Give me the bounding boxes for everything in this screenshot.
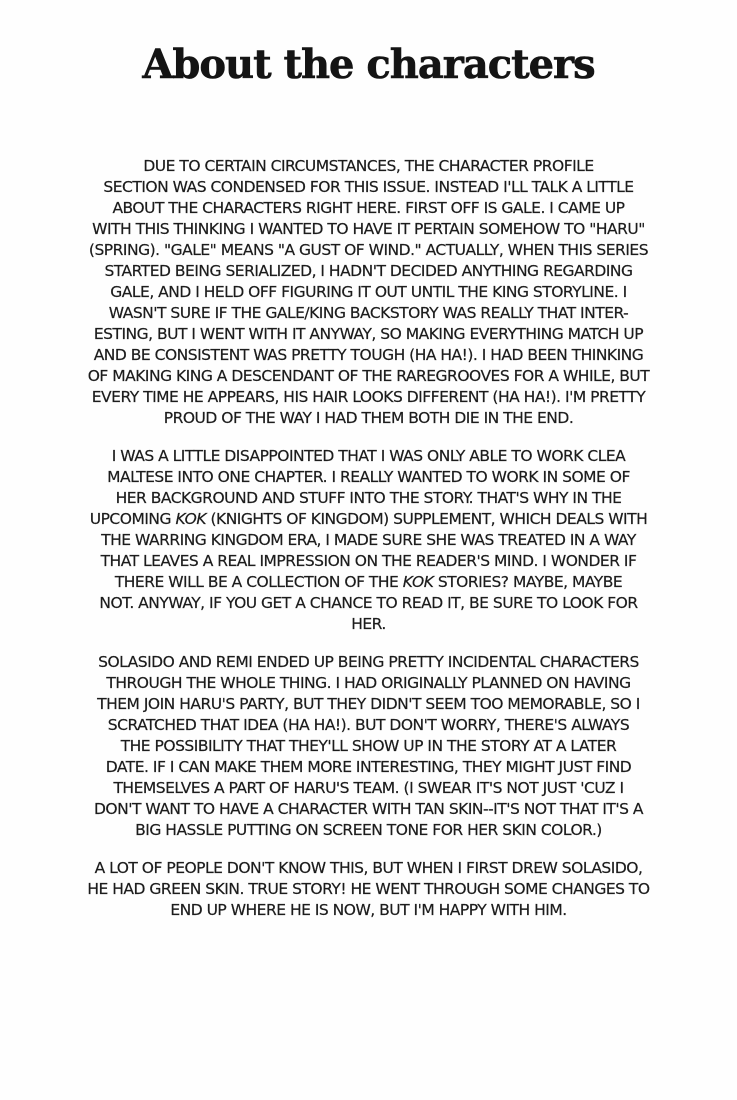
text-line [164, 408, 574, 429]
text-line [112, 446, 625, 467]
text-segment: (SPRING). "GALE" MEANS "A GUST OF WIND." ACTUALLY, WHEN THIS SERIES [88, 241, 649, 259]
text-segment: THEMSELVES A PART OF HARU'S TEAM. (I SWEAR IT'S NOT JUST 'CUZ I [113, 779, 624, 797]
text-line [170, 900, 566, 921]
paragraph-3 [94, 652, 643, 841]
text-segment: SOLASIDO AND REMI ENDED UP BEING PRETTY INCIDENTAL CHARACTERS [98, 653, 639, 671]
text-segment: (KNIGHTS OF KINGDOM) SUPPLEMENT, WHICH DEALS WITH [206, 510, 648, 528]
text-segment: SCRATCHED THAT IDEA (HA HA!). BUT DON'T WORRY, THERE'S ALWAYS [107, 716, 630, 734]
text-segment: I WAS A LITTLE DISAPPOINTED THAT I WAS ONLY ABLE TO WORK CLEA [111, 447, 626, 465]
text-line [104, 261, 632, 282]
text-segment: SECTION WAS CONDENSED FOR THIS ISSUE. INSTEAD I'LL TALK A LITTLE [103, 178, 634, 196]
text-segment: DON'T WANT TO HAVE A CHARACTER WITH TAN SKIN--IT'S NOT THAT IT'S A [93, 800, 644, 818]
italic-text-segment: KOK [175, 510, 207, 528]
text-segment: HER BACKGROUND AND STUFF INTO THE STORY. THAT'S WHY IN THE [115, 489, 622, 507]
text-line [94, 799, 643, 820]
text-line [98, 652, 639, 673]
text-segment: HER. [351, 615, 386, 633]
text-line [90, 509, 648, 530]
page-title: About the characters [142, 41, 595, 88]
text-segment: EVERY TIME HE APPEARS, HIS HAIR LOOKS DIFFERENT (HA HA!). I'M PRETTY [91, 388, 646, 406]
text-line [135, 820, 602, 841]
text-segment: UPCOMING [89, 510, 176, 528]
text-line [92, 219, 645, 240]
text-line [95, 858, 643, 879]
text-line [94, 324, 643, 345]
text-line [92, 387, 645, 408]
text-segment: THROUGH THE WHOLE THING. I HAD ORIGINALLY PLANNED ON HAVING [106, 674, 631, 692]
text-line [115, 572, 622, 593]
text-line [109, 303, 628, 324]
paragraph-4 [87, 858, 649, 921]
text-segment: ESTING, BUT I WENT WITH IT ANYWAY, SO MAKING EVERYTHING MATCH UP [93, 325, 644, 343]
text-line [116, 488, 622, 509]
text-segment: WITH THIS THINKING I WANTED TO HAVE IT PERTAIN SOMEHOW TO "HARU" [92, 220, 645, 238]
text-segment: THAT LEAVES A REAL IMPRESSION ON THE READER'S MIND. I WONDER IF [100, 552, 637, 570]
text-line [113, 778, 623, 799]
text-segment: STARTED BEING SERIALIZED, I HADN'T DECIDED ANYTHING REGARDING [104, 262, 633, 280]
text-segment: DUE TO CERTAIN CIRCUMSTANCES, THE CHARACTER PROFILE [143, 157, 594, 175]
paragraph-1 [88, 156, 650, 429]
text-line [103, 177, 633, 198]
text-segment: DATE. IF I CAN MAKE THEM MORE INTERESTING, THEY MIGHT JUST FIND [105, 758, 632, 776]
text-segment: THE WARRING KINGDOM ERA, I MADE SURE SHE WAS TREATED IN A WAY [101, 531, 636, 549]
text-line [121, 736, 617, 757]
text-segment: NOT. ANYWAY, IF YOU GET A CHANCE TO READ IT, BE SURE TO LOOK FOR [99, 594, 638, 612]
text-segment: THEM JOIN HARU'S PARTY, BUT THEY DIDN'T SEEM TOO MEMORABLE, SO I [97, 695, 640, 713]
text-line [87, 879, 649, 900]
text-segment: HE HAD GREEN SKIN. TRUE STORY! HE WENT THROUGH SOME CHANGES TO [87, 880, 650, 898]
text-line [99, 593, 637, 614]
text-line [110, 282, 626, 303]
text-line [106, 673, 630, 694]
text-segment: MALTESE INTO ONE CHAPTER. I REALLY WANTED TO WORK IN SOME OF [107, 468, 630, 486]
text-segment: A LOT OF PEOPLE DON'T KNOW THIS, BUT WHEN I FIRST DREW SOLASIDO, [94, 859, 643, 877]
italic-text-segment: KOK [402, 573, 434, 591]
text-line [94, 345, 644, 366]
text-segment: GALE, AND I HELD OFF FIGURING IT OUT UNTIL THE KING STORYLINE. I [110, 283, 627, 301]
text-segment: THE POSSIBILITY THAT THEY'LL SHOW UP IN THE STORY AT A LATER [120, 737, 617, 755]
text-segment: END UP WHERE HE IS NOW, BUT I'M HAPPY WITH HIM. [170, 901, 567, 919]
text-segment: AND BE CONSISTENT WAS PRETTY TOUGH (HA HA!). I HAD BEEN THINKING [93, 346, 644, 364]
text-segment: BIG HASSLE PUTTING ON SCREEN TONE FOR HER SKIN COLOR.) [135, 821, 602, 839]
text-line [107, 467, 630, 488]
text-line [112, 198, 624, 219]
text-line [108, 715, 629, 736]
text-line [97, 694, 640, 715]
text-segment: STORIES? MAYBE, MAYBE [433, 573, 623, 591]
text-segment: ABOUT THE CHARACTERS RIGHT HERE. FIRST OFF IS GALE. I CAME UP [112, 199, 625, 217]
text-segment: THERE WILL BE A COLLECTION OF THE [114, 573, 403, 591]
text-line [143, 156, 593, 177]
text-line [101, 551, 637, 572]
body-text [48, 156, 689, 938]
text-segment: WASN'T SURE IF THE GALE/KING BACKSTORY WAS REALLY THAT INTER- [108, 304, 629, 322]
text-segment: OF MAKING KING A DESCENDANT OF THE RAREGROOVES FOR A WHILE, BUT [87, 367, 650, 385]
text-line [106, 757, 632, 778]
text-segment: PROUD OF THE WAY I HAD THEM BOTH DIE IN THE END. [163, 409, 574, 427]
paragraph-2 [90, 446, 648, 635]
text-line [351, 614, 386, 635]
text-line [101, 530, 636, 551]
text-line [89, 240, 648, 261]
text-line [88, 366, 650, 387]
